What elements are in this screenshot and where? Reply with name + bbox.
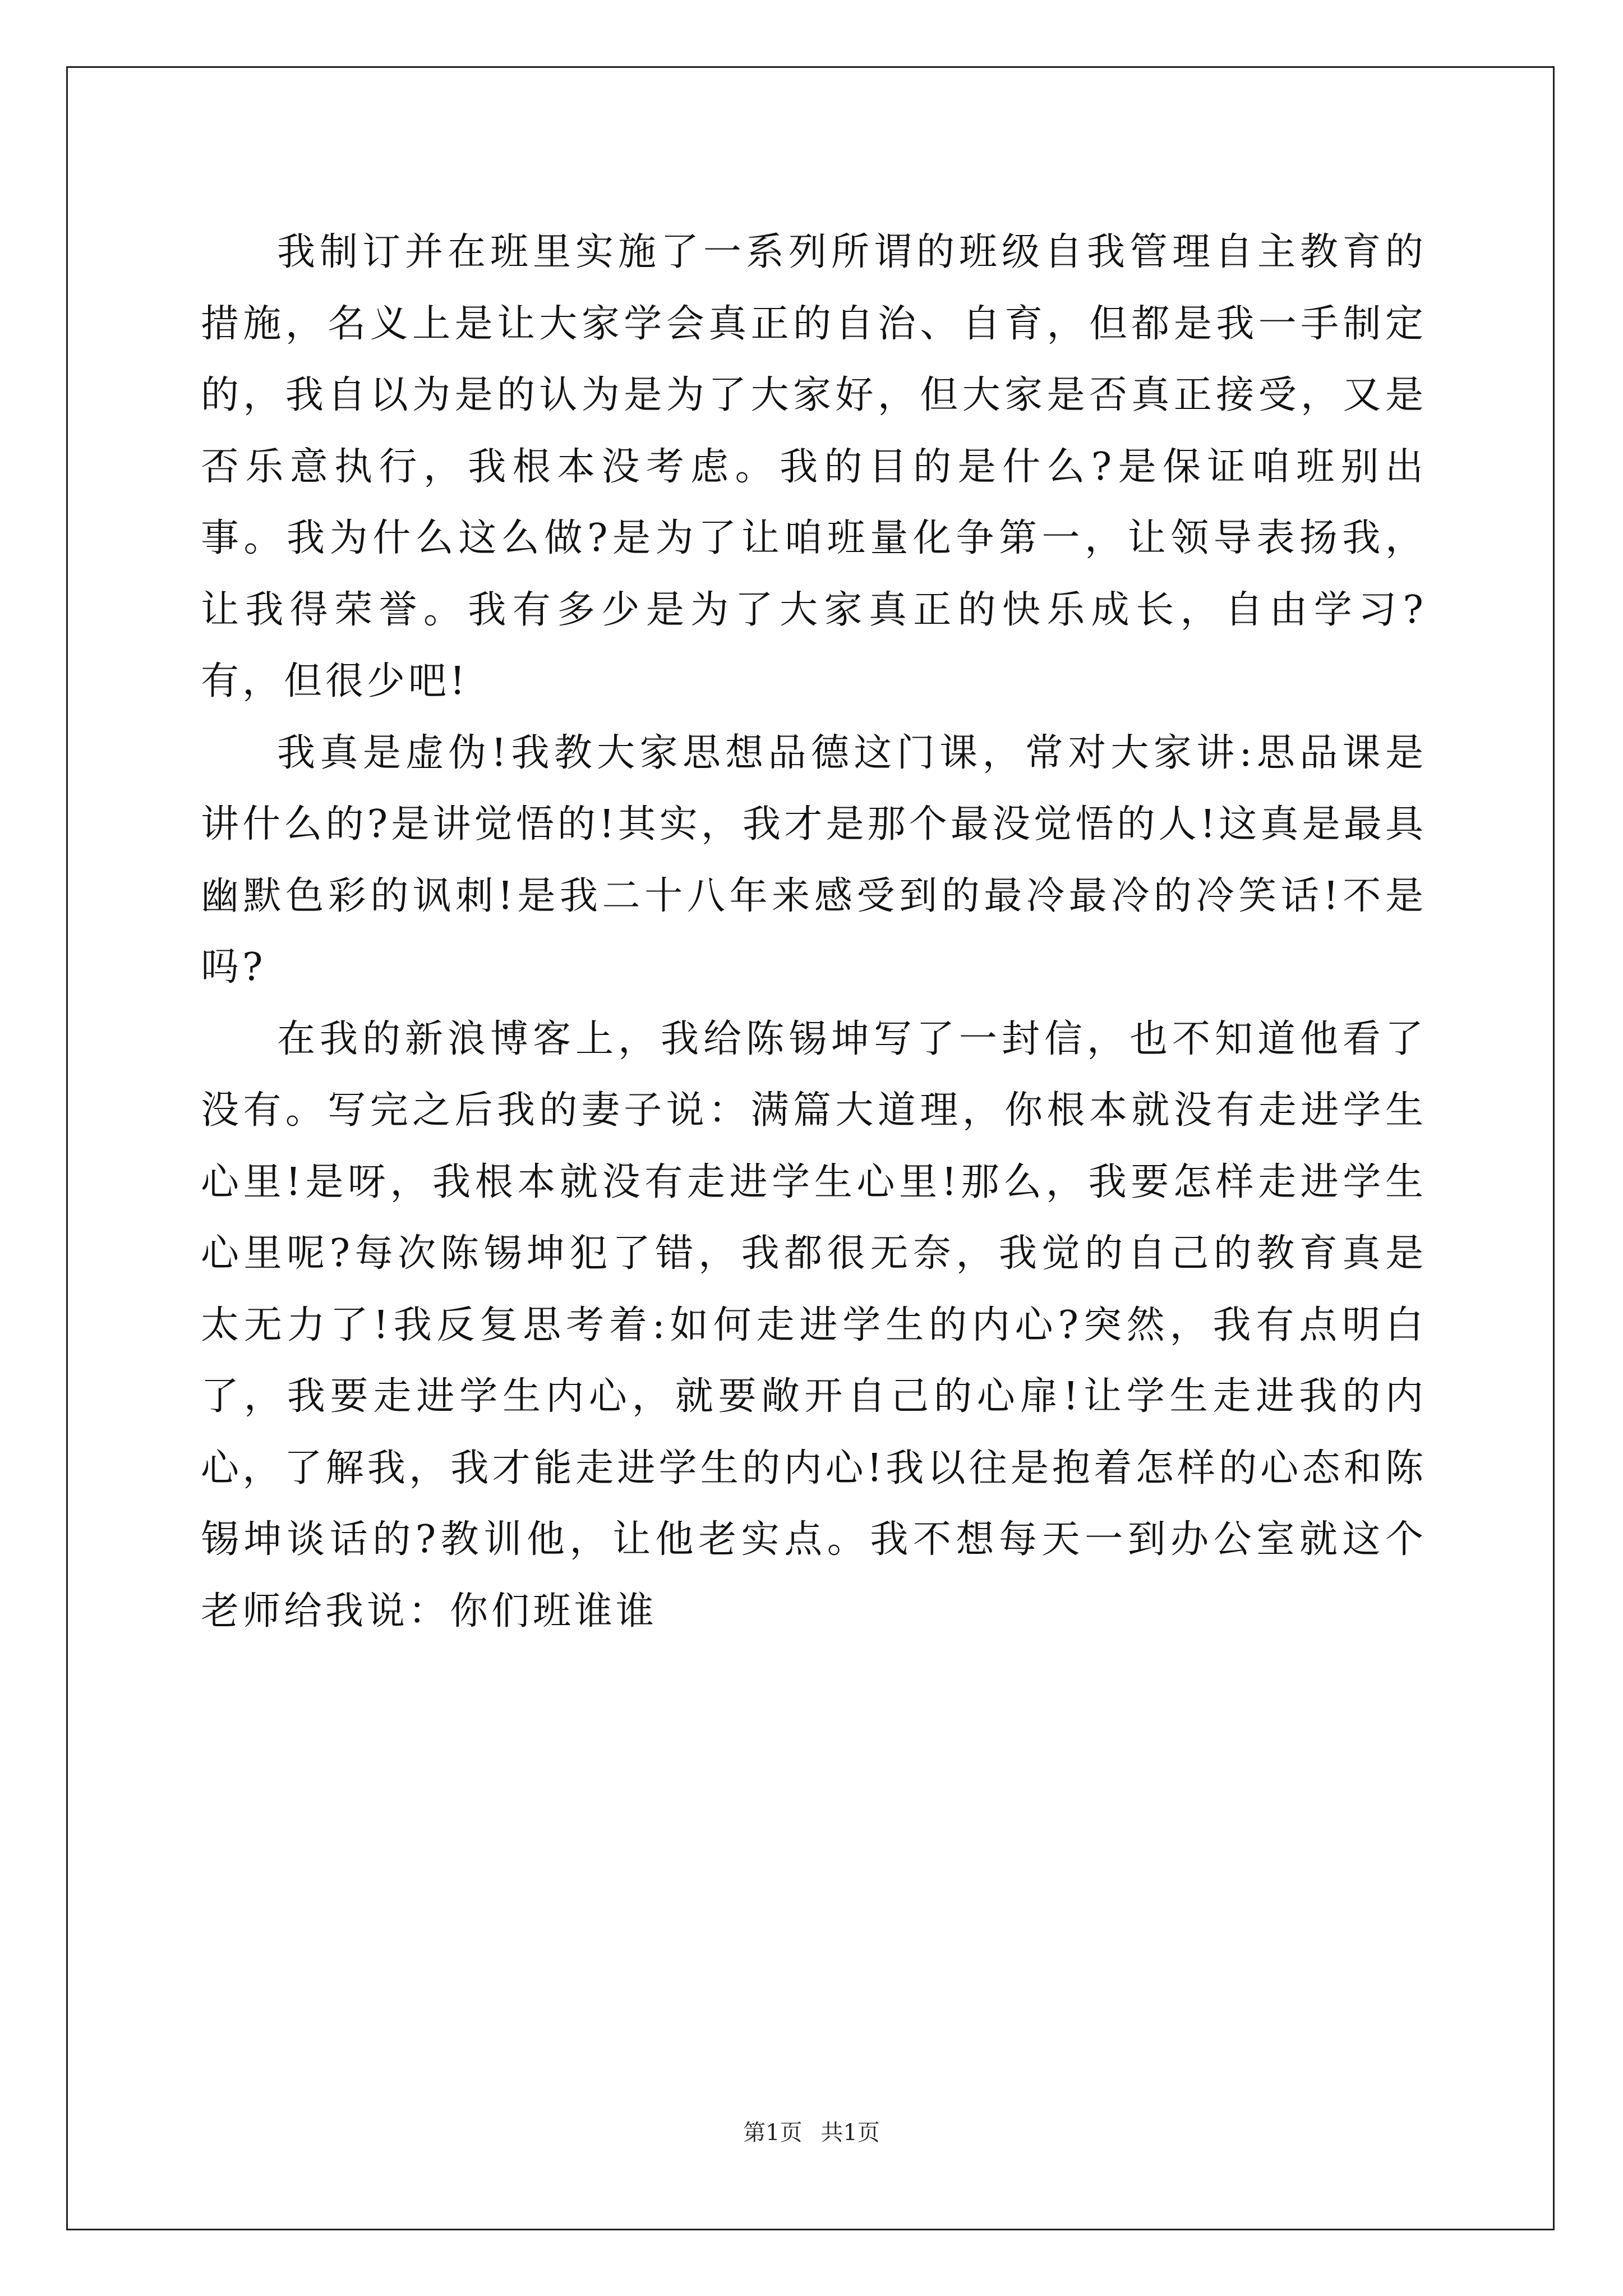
page-footer [0, 2115, 1623, 2147]
paragraph-2: 我真是虚伪!我教大家思想品德这门课，常对大家讲:思品课是讲什么的?是讲觉悟的!其实，我才是那个最没觉悟的人!这真是最具幽默色彩的讽刺!是我二十八年来感受到的最冷最冷的冷笑话!不是吗? [201, 730, 1427, 990]
paragraph-3: 在我的新浪博客上，我给陈锡坤写了一封信，也不知道他看了没有。写完之后我的妻子说：满篇大道理，你根本就没有走进学生心里!是呀，我根本就没有走进学生心里!那么，我要怎样走进学生心里呢?每次陈锡坤犯了错，我都很无奈，我觉的自己的教育真是太无力了!我反复思考着:如何走进学生的内心?突然，我有点明白了，我要走进学生内心，就要敞开自己的心扉!让学生走进我的内心，了解我，我才能走进学生的内心!我以往是抱着怎样的心态和陈锡坤谈话的?教训他，让他老实点。我不想每天一到办公室就这个老师给我说：你们班谁谁 [201, 1016, 1427, 1634]
page-total: 共1页 [820, 2120, 880, 2146]
paragraph-1: 我制订并在班里实施了一系列所谓的班级自我管理自主教育的措施，名义上是让大家学会真正的自治、自育，但都是我一手制定的，我自以为是的认为是为了大家好，但大家是否真正接受，又是否乐意执行，我根本没考虑。我的目的是什么?是保证咱班别出事。我为什么这么做?是为了让咱班量化争第一，让领导表扬我，让我得荣誉。我有多少是为了大家真正的快乐成长，自由学习?有，但很少吧! [201, 230, 1427, 703]
document-body [201, 217, 1427, 1647]
page-number: 第1页 [743, 2120, 803, 2146]
